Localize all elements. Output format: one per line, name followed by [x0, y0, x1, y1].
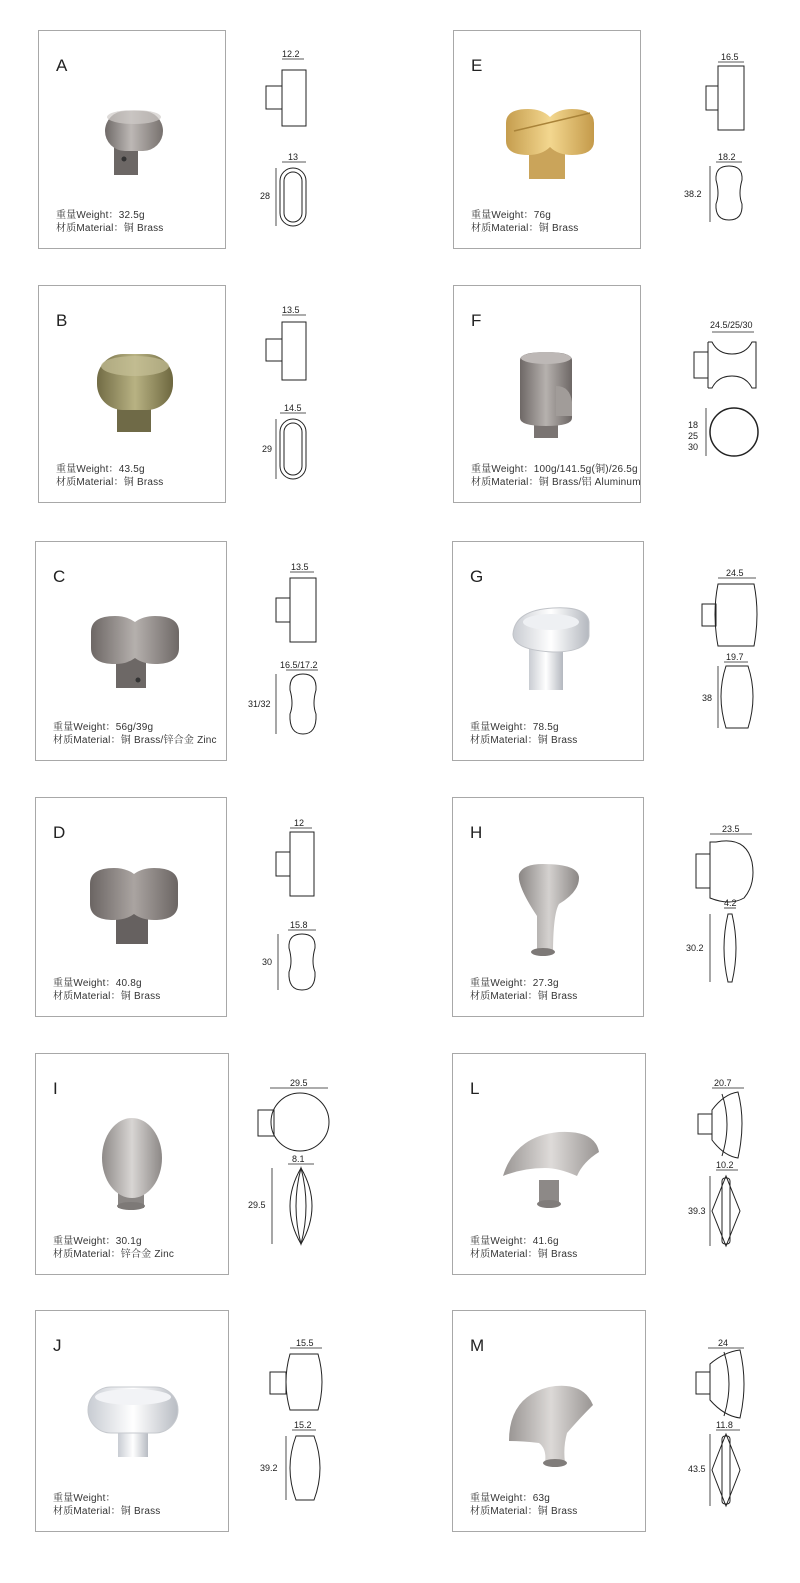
dim-label: 15.5	[296, 1338, 314, 1348]
dim-label: 16.5	[721, 52, 739, 62]
dim-label: 8.1	[292, 1154, 305, 1164]
weight-label: 重量Weight：100g/141.5g(铜)/26.5g	[471, 464, 638, 475]
dim-label: 13.5	[282, 305, 300, 315]
product-card-l	[452, 1053, 646, 1275]
product-letter: C	[53, 567, 66, 586]
product-letter: F	[471, 311, 482, 330]
product-card-f	[453, 285, 641, 503]
material-label: 材质Material：铜 Brass/锌合金 Zinc	[53, 735, 217, 746]
dim-label: 38.2	[684, 189, 702, 199]
product-card-j	[35, 1310, 229, 1532]
dim-label: 18	[688, 420, 699, 430]
dimension-drawing-m	[688, 1334, 778, 1514]
product-card-h	[452, 797, 644, 1017]
product-letter: I	[53, 1079, 58, 1098]
dim-label: 29	[262, 444, 273, 454]
dim-label: 30	[688, 442, 699, 452]
product-letter: E	[471, 56, 483, 75]
product-card-i	[35, 1053, 229, 1275]
dim-label: 11.8	[716, 1420, 733, 1430]
dim-label: 30.2	[686, 943, 704, 953]
dim-label: 13.5	[291, 562, 309, 572]
weight-label: 重量Weight：56g/39g	[53, 722, 154, 733]
product-card-e	[453, 30, 641, 249]
dim-label: 24	[718, 1338, 729, 1348]
weight-label: 重量Weight：41.6g	[470, 1236, 559, 1247]
material-label: 材质Material：铜 Brass	[56, 223, 164, 234]
dimension-drawing-l	[688, 1074, 778, 1254]
material-label: 材质Material：铜 Brass/铝 Aluminum	[471, 477, 641, 488]
product-card-d	[35, 797, 227, 1017]
weight-label: 重量Weight：30.1g	[53, 1236, 142, 1247]
product-letter: H	[470, 823, 483, 842]
dim-label: 13	[288, 152, 299, 162]
dimension-drawing-j	[256, 1334, 346, 1514]
weight-label: 重量Weight：32.5g	[56, 210, 145, 221]
dim-label: 38	[702, 693, 713, 703]
dim-label: 20.7	[714, 1078, 732, 1088]
dim-label: 10.2	[716, 1160, 734, 1170]
dimension-drawing-f	[680, 310, 780, 480]
dimension-drawing-d	[256, 818, 336, 998]
dimension-drawing-c	[246, 560, 336, 745]
product-card-g	[452, 541, 644, 761]
weight-label: 重量Weight：63g	[470, 1493, 551, 1504]
product-letter: M	[470, 1336, 485, 1355]
weight-label: 重量Weight：27.3g	[470, 978, 559, 989]
dim-label: 39.3	[688, 1206, 706, 1216]
product-card-a	[38, 30, 226, 249]
weight-label: 重量Weight：40.8g	[53, 978, 142, 989]
dim-label: 19.7	[726, 652, 744, 662]
weight-label: 重量Weight：76g	[471, 210, 552, 221]
dim-label: 24.5	[726, 568, 744, 578]
dimension-drawing-g	[690, 560, 780, 745]
product-letter: D	[53, 823, 66, 842]
dim-label: 15.8	[290, 920, 308, 930]
material-label: 材质Material：铜 Brass	[56, 477, 164, 488]
dimension-drawing-h	[684, 820, 774, 1000]
material-label: 材质Material：铜 Brass	[470, 991, 578, 1002]
dimension-drawing-e	[672, 50, 752, 235]
product-card-b	[38, 285, 226, 503]
product-card-m	[452, 1310, 646, 1532]
material-label: 材质Material：铜 Brass	[471, 223, 579, 234]
weight-label: 重量Weight：	[53, 1493, 116, 1504]
dim-label: 12	[294, 818, 305, 828]
dim-label: 18.2	[718, 152, 736, 162]
material-label: 材质Material：铜 Brass	[53, 991, 161, 1002]
dim-label: 25	[688, 431, 699, 441]
dim-label: 39.2	[260, 1463, 278, 1473]
dim-label: 30	[262, 957, 273, 967]
product-card-c	[35, 541, 227, 761]
material-label: 材质Material：铜 Brass	[470, 1506, 578, 1517]
dim-label: 12.2	[282, 50, 300, 59]
product-letter: J	[53, 1336, 62, 1355]
dimension-drawing-b	[256, 305, 326, 490]
material-label: 材质Material：铜 Brass	[53, 1506, 161, 1517]
dimension-drawing-a	[256, 50, 326, 235]
dim-label: 28	[260, 191, 271, 201]
dim-label: 31/32	[248, 699, 271, 709]
dim-label: 15.2	[294, 1420, 312, 1430]
product-letter: L	[470, 1079, 480, 1098]
product-letter: G	[470, 567, 484, 586]
dimension-drawing-i	[244, 1074, 344, 1254]
weight-label: 重量Weight：78.5g	[470, 722, 559, 733]
dim-label: 43.5	[688, 1464, 706, 1474]
material-label: 材质Material：铜 Brass	[470, 1249, 578, 1260]
product-letter: B	[56, 311, 68, 330]
product-letter: A	[56, 56, 68, 75]
dim-label: 24.5/25/30	[710, 320, 753, 330]
dim-label: 29.5	[290, 1078, 308, 1088]
weight-label: 重量Weight：43.5g	[56, 464, 145, 475]
dim-label: 23.5	[722, 824, 740, 834]
material-label: 材质Material：铜 Brass	[470, 735, 578, 746]
dim-label: 14.5	[284, 403, 302, 413]
material-label: 材质Material：锌合金 Zinc	[53, 1249, 175, 1260]
dim-label: 4.2	[724, 898, 737, 908]
dim-label: 16.5/17.2	[280, 660, 318, 670]
dim-label: 29.5	[248, 1200, 266, 1210]
